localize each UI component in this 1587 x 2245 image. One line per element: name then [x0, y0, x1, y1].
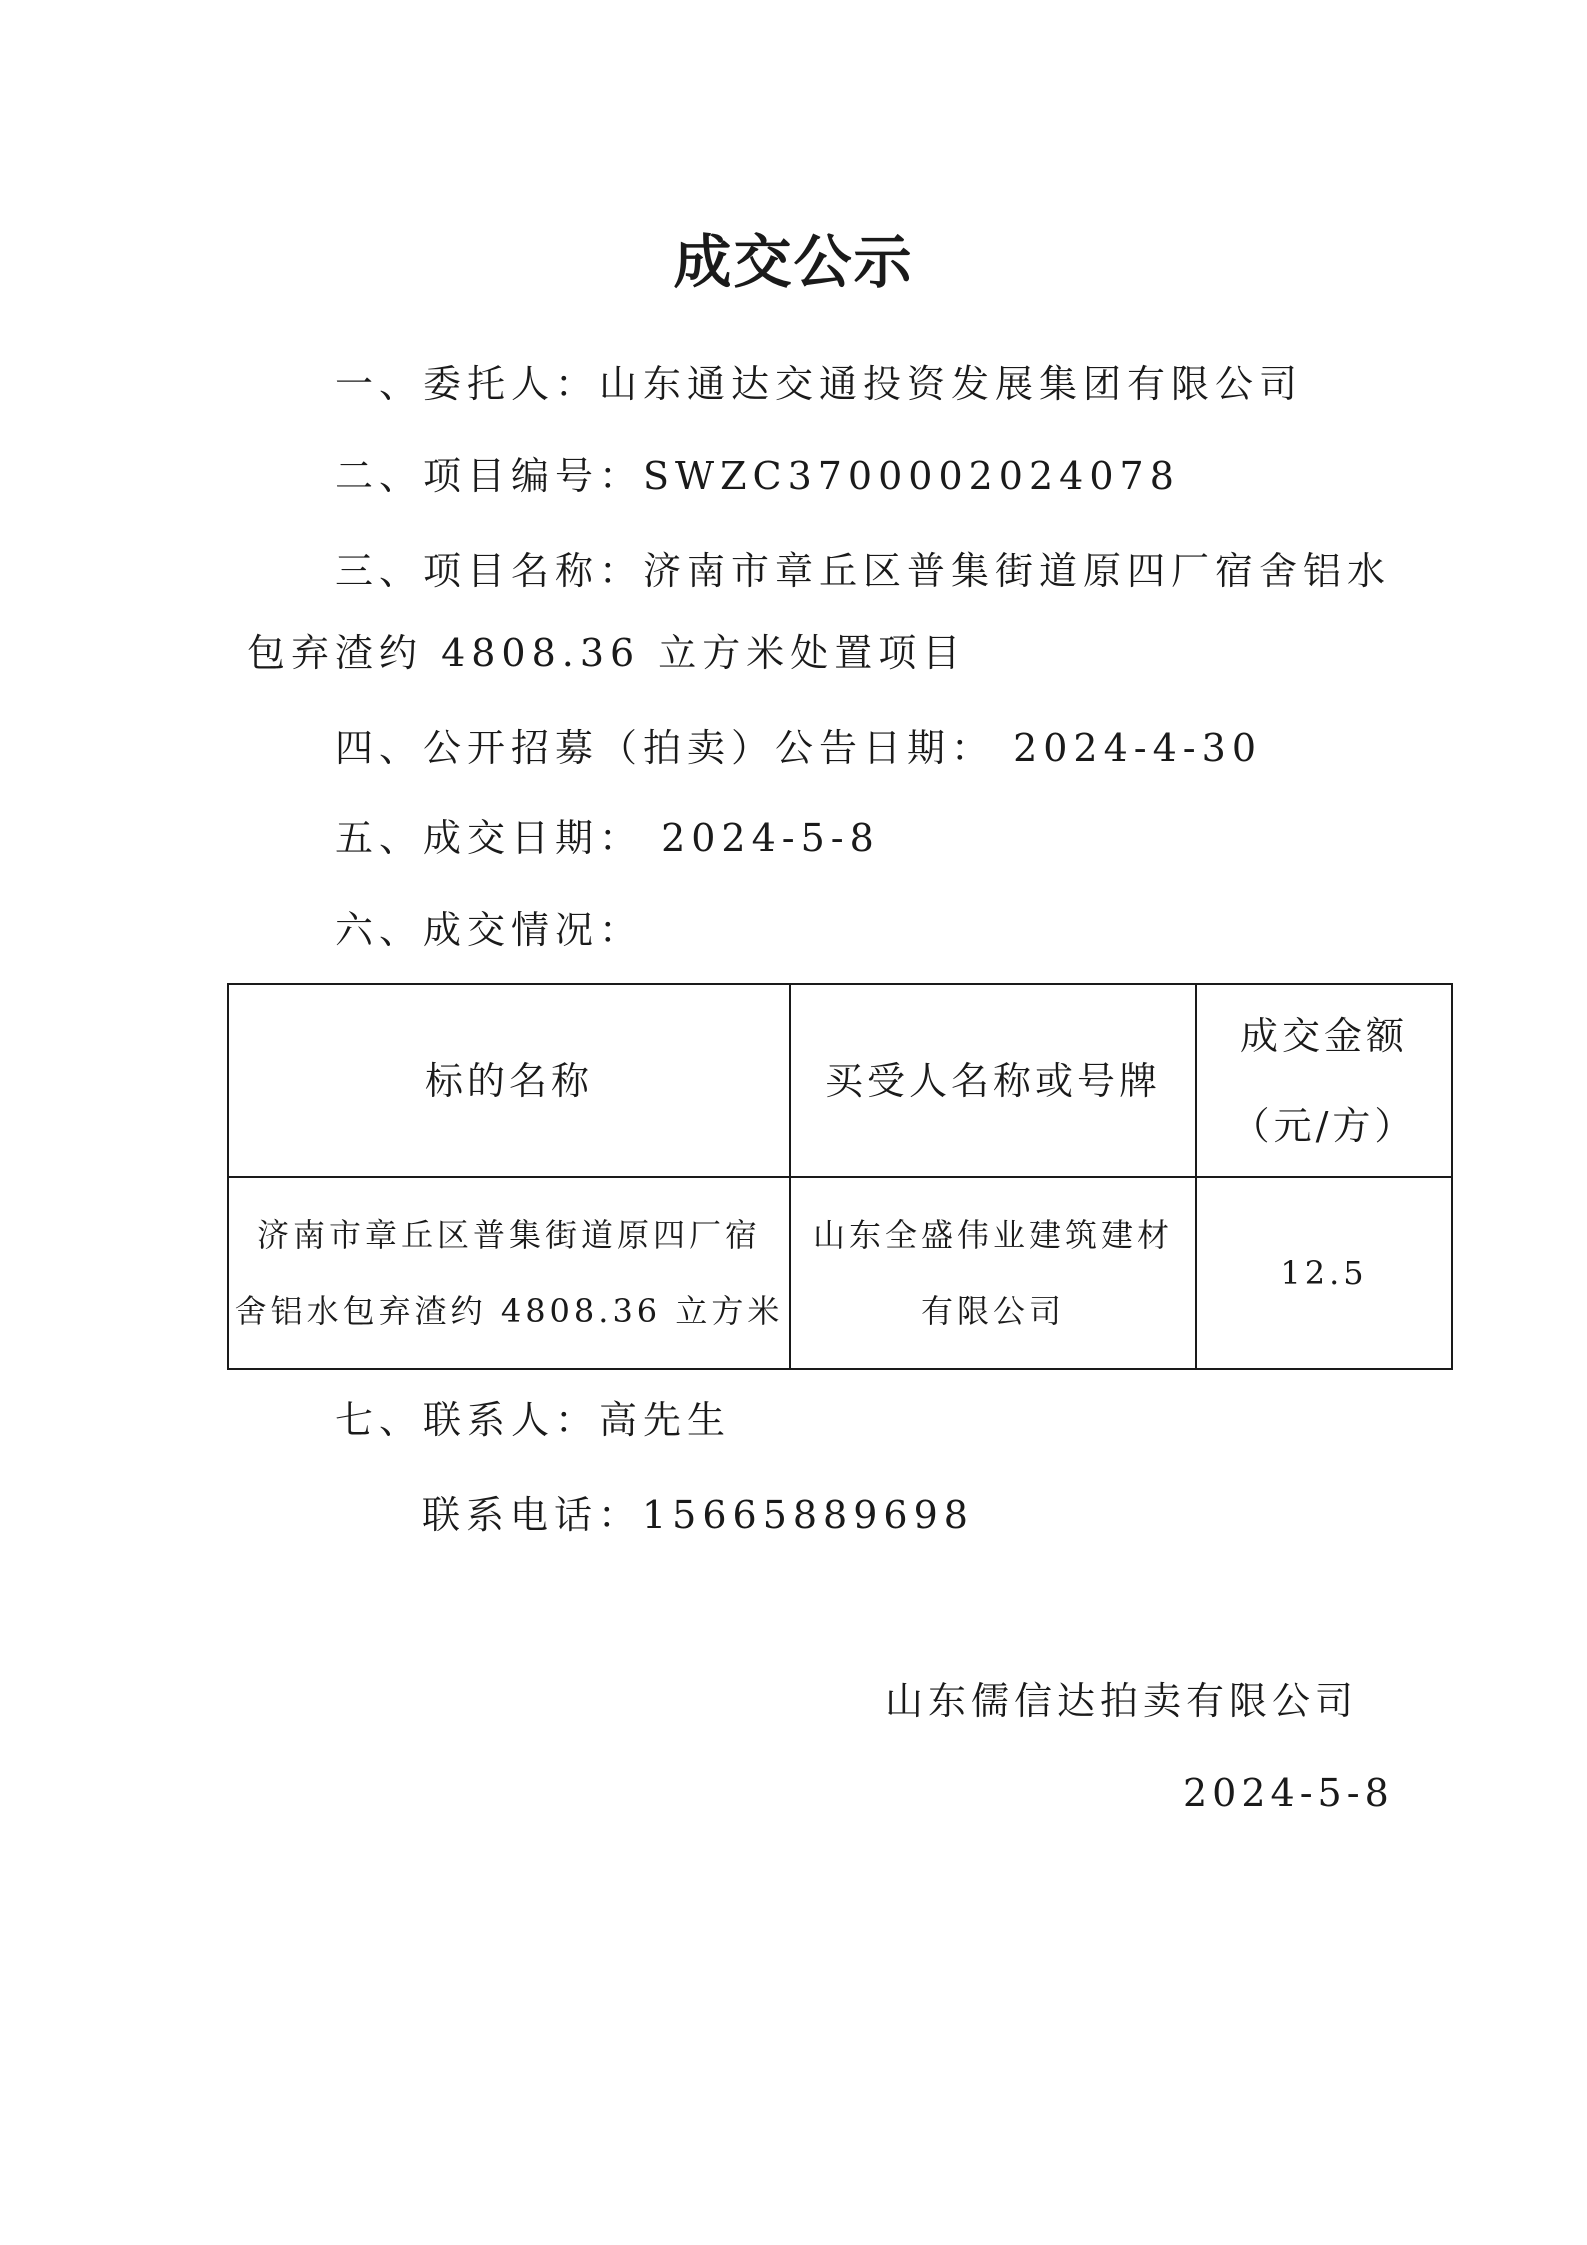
table-header-row — [228, 984, 1452, 1177]
header-amount-line-2: （元/方） — [1231, 1103, 1417, 1148]
header-buyer: 买受人名称或号牌 — [790, 984, 1196, 1177]
page-title: 成交公示 — [673, 228, 914, 296]
project-name-line-2: 包弃渣约 4808.36 立方米处置项目 — [247, 631, 967, 675]
table-row — [228, 1177, 1452, 1369]
signature-company: 山东儒信达拍卖有限公司 — [885, 1679, 1359, 1723]
cell-buyer-line-1: 山东全盛伟业建筑建材 — [812, 1216, 1173, 1254]
cell-buyer-line-2: 有限公司 — [920, 1292, 1065, 1330]
header-amount — [1196, 984, 1452, 1177]
header-amount-line-1: 成交金额 — [1239, 1013, 1408, 1058]
cell-subject-line-1: 济南市章丘区普集街道原四厂宿 — [256, 1216, 761, 1254]
cell-amount: 12.5 — [1196, 1177, 1452, 1369]
announce-date-line: 四、公开招募（拍卖）公告日期： 2024-4-30 — [335, 726, 1262, 770]
contact-person-line: 七、联系人：高先生 — [335, 1398, 732, 1442]
deal-date-line: 五、成交日期： 2024-5-8 — [335, 816, 880, 860]
cell-buyer — [790, 1177, 1196, 1369]
contact-phone-line: 联系电话：15665889698 — [422, 1493, 974, 1537]
cell-subject-line-2: 舍铝水包弃渣约 4808.36 立方米 — [234, 1292, 784, 1330]
cell-subject — [228, 1177, 790, 1369]
project-name-line-1: 三、项目名称：济南市章丘区普集街道原四厂宿舍铝水 — [335, 549, 1392, 593]
deal-status-heading: 六、成交情况： — [335, 908, 644, 952]
signature-date: 2024-5-8 — [1183, 1771, 1394, 1815]
header-subject: 标的名称 — [228, 984, 790, 1177]
project-number-line: 二、项目编号：SWZC3700002024078 — [335, 454, 1180, 498]
deal-table — [227, 983, 1453, 1370]
entrust-line: 一、委托人：山东通达交通投资发展集团有限公司 — [335, 362, 1304, 406]
